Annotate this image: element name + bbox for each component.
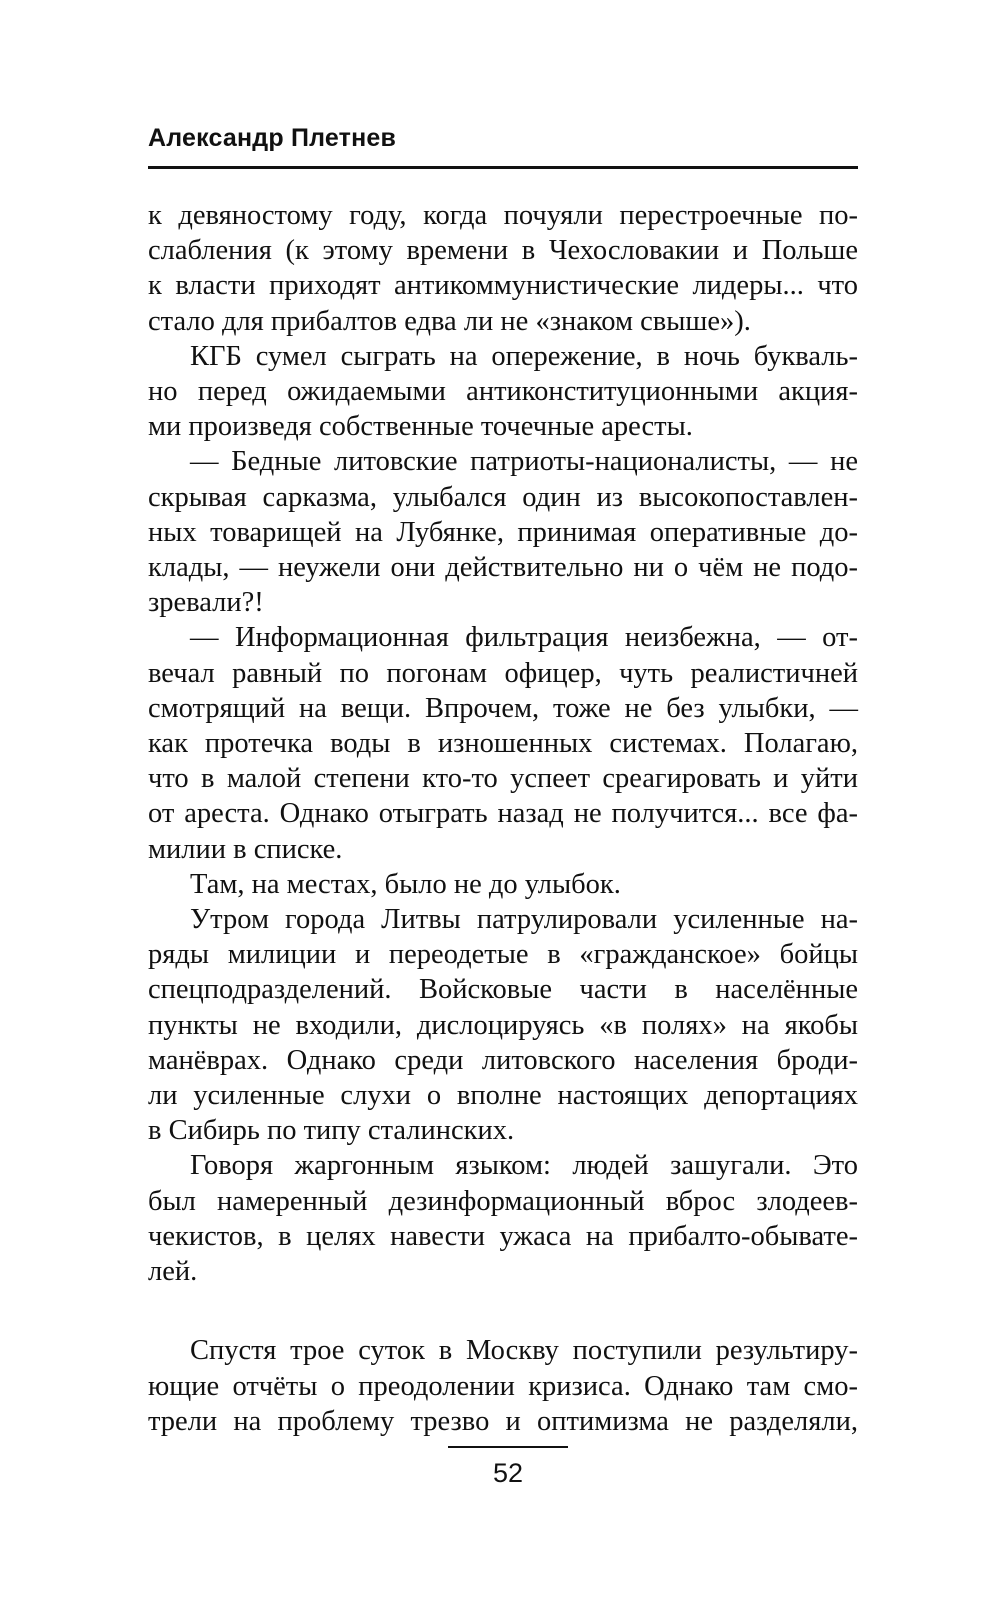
text-line: к власти приходят антикоммунистические лидеры... что	[148, 270, 858, 302]
header-rule	[148, 166, 858, 169]
text-line: — Бедные литовские патриоты-националисты, — не	[190, 446, 858, 478]
text-line: ряды милиции и переодетые в «гражданское» бойцы	[148, 939, 858, 971]
text-line: был намеренный дезинформационный вброс злодеев-	[148, 1185, 858, 1217]
text-line: Спустя трое суток в Москву поступили результиру-	[190, 1335, 858, 1367]
text-line: от ареста. Однако отыграть назад не получится... все фа-	[148, 798, 858, 830]
text-line: смотрящий на вещи. Впрочем, тоже не без улыбки, —	[148, 692, 858, 724]
running-head-author: Александр Плетнев	[148, 124, 397, 152]
text-line: ных товарищей на Лубянке, принимая оперативные до-	[148, 516, 858, 548]
text-line: КГБ сумел сыграть на опережение, в ночь букваль-	[190, 340, 858, 372]
text-line: к девяностому году, когда почуяли перестроечные по-	[148, 200, 858, 231]
text-line: — Информационная фильтрация неизбежна, — от-	[190, 622, 858, 654]
text-line: Там, на местах, было не до улыбок.	[190, 868, 621, 900]
text-line: но перед ожидаемыми антиконституционными акция-	[148, 376, 858, 408]
text-line: в Сибирь по типу сталинских.	[148, 1115, 515, 1147]
text-line: Говоря жаргонным языком: людей зашугали. Это	[190, 1150, 858, 1182]
text-line: что в малой степени кто-то успеет среагировать и уйти	[148, 763, 858, 795]
text-line: Утром города Литвы патрулировали усиленные на-	[190, 904, 858, 936]
body-text	[148, 198, 858, 1439]
text-line: слабления (к этому времени в Чехословакии и Польше	[148, 235, 858, 267]
text-line: ми произведя собственные точечные аресты.	[148, 411, 693, 443]
page-number-rule	[448, 1446, 568, 1448]
text-line: лей.	[148, 1256, 198, 1288]
text-line: пункты не входили, дислоцируясь «в полях» на якобы	[148, 1009, 858, 1041]
section-gap	[148, 1289, 858, 1333]
text-line: вечал равный по погонам офицер, чуть реалистичней	[148, 657, 858, 689]
text-line: спецподразделений. Войсковые части в населённые	[148, 974, 858, 1006]
text-line: клады, — неужели они действительно ни о чём не подо-	[148, 552, 858, 584]
text-line: милии в списке.	[148, 833, 343, 865]
text-line: скрывая сарказма, улыбался один из высокопоставлен-	[148, 481, 858, 513]
text-line: зревали?!	[148, 587, 264, 619]
text-line: как протечка воды в изношенных системах. Полагаю,	[148, 728, 858, 760]
text-line: чекистов, в целях навести ужаса на прибалто-обывате-	[148, 1220, 858, 1252]
text-line: манёврах. Однако среди литовского населения броди-	[148, 1044, 858, 1076]
page-number: 52	[492, 1458, 524, 1488]
text-line: стало для прибалтов едва ли не «знаком свыше»).	[148, 305, 751, 337]
text-line: ли усиленные слухи о вполне настоящих депортациях	[148, 1080, 858, 1112]
text-line: ющие отчёты о преодолении кризиса. Однако там смо-	[148, 1370, 858, 1402]
text-line: трели на проблему трезво и оптимизма не разделяли,	[148, 1405, 858, 1437]
